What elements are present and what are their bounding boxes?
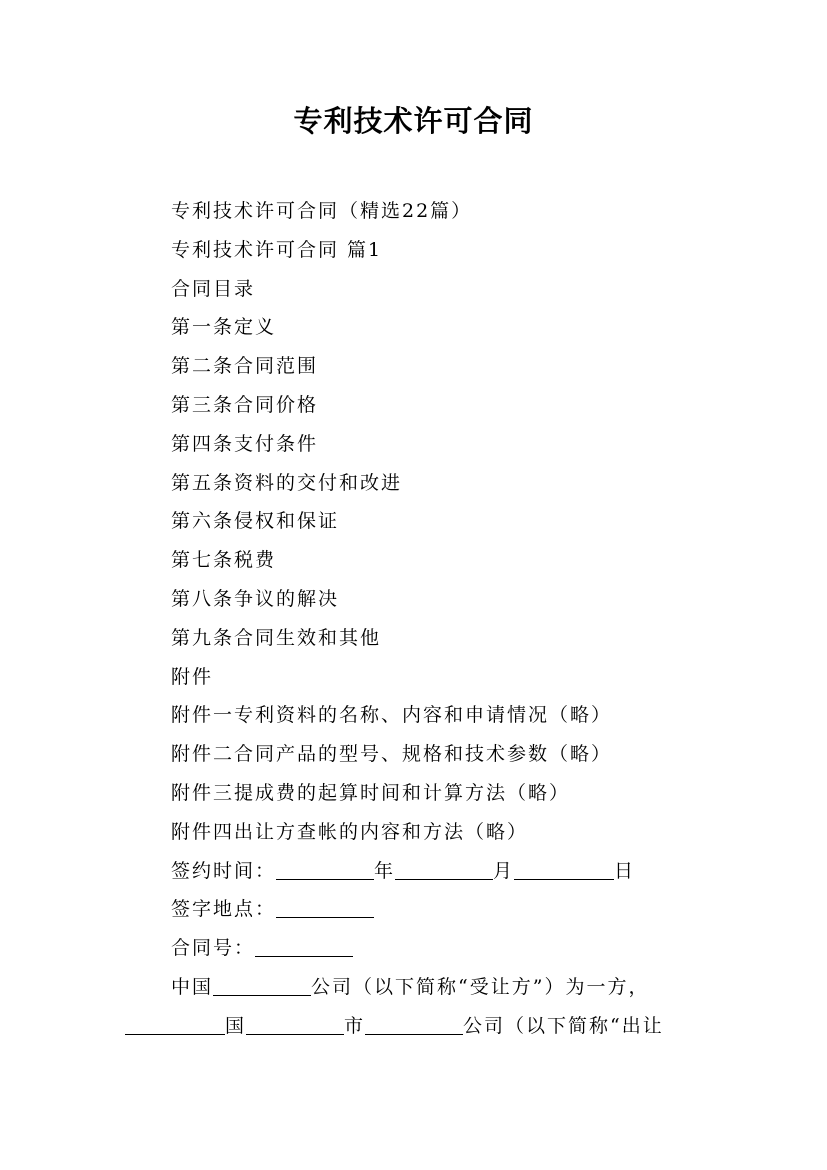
city-label: 市 bbox=[344, 1015, 366, 1037]
year-blank bbox=[276, 859, 374, 880]
day-blank bbox=[514, 859, 614, 880]
day-label: 日 bbox=[614, 859, 636, 882]
document-body bbox=[171, 196, 731, 1011]
text-line: 专利技术许可合同（精选22篇） bbox=[171, 200, 473, 222]
text-line: 合同目录 bbox=[171, 277, 256, 300]
party-suffix-2: 公司（以下简称“出让 bbox=[463, 1015, 664, 1037]
country-label: 国 bbox=[225, 1015, 247, 1037]
contract-no-line bbox=[171, 933, 731, 972]
sign-place-blank bbox=[276, 897, 374, 918]
sign-place-line bbox=[171, 894, 731, 933]
text-line: 第四条支付条件 bbox=[171, 432, 319, 455]
document-title: 专利技术许可合同 bbox=[293, 104, 534, 138]
text-line: 附件二合同产品的型号、规格和技术参数（略） bbox=[171, 743, 613, 766]
text-line: 第一条定义 bbox=[171, 316, 277, 339]
party-suffix: 公司（以下简称“受让方”）为一方， bbox=[311, 975, 650, 998]
contract-no-blank bbox=[255, 936, 353, 957]
text-line: 第八条争议的解决 bbox=[171, 587, 340, 610]
company-blank-2 bbox=[365, 1014, 463, 1035]
text-line: 专利技术许可合同 篇1 bbox=[171, 238, 383, 261]
text-line: 附件三提成费的起算时间和计算方法（略） bbox=[171, 781, 571, 804]
sign-time-line bbox=[171, 856, 731, 895]
text-line: 附件 bbox=[171, 665, 214, 688]
text-line: 第七条税费 bbox=[171, 549, 277, 572]
month-blank bbox=[395, 859, 493, 880]
company-blank bbox=[213, 975, 311, 996]
year-label: 年 bbox=[374, 859, 396, 882]
text-line: 附件一专利资料的名称、内容和申请情况（略） bbox=[171, 704, 613, 727]
party-line-1 bbox=[171, 972, 731, 1011]
month-label: 月 bbox=[493, 859, 515, 882]
city-blank bbox=[246, 1014, 344, 1035]
party-line-2 bbox=[125, 1011, 664, 1050]
party-prefix: 中国 bbox=[171, 975, 214, 998]
text-line: 第二条合同范围 bbox=[171, 355, 319, 378]
text-line: 第三条合同价格 bbox=[171, 393, 319, 416]
contract-no-label: 合同号： bbox=[171, 937, 256, 960]
text-line: 第五条资料的交付和改进 bbox=[171, 471, 403, 494]
sign-time-label: 签约时间： bbox=[171, 859, 277, 882]
text-line: 第六条侵权和保证 bbox=[171, 510, 340, 533]
country-blank bbox=[125, 1014, 225, 1035]
text-line: 第九条合同生效和其他 bbox=[171, 626, 382, 649]
sign-place-label: 签字地点： bbox=[171, 898, 277, 921]
text-line: 附件四出让方查帐的内容和方法（略） bbox=[171, 820, 529, 843]
